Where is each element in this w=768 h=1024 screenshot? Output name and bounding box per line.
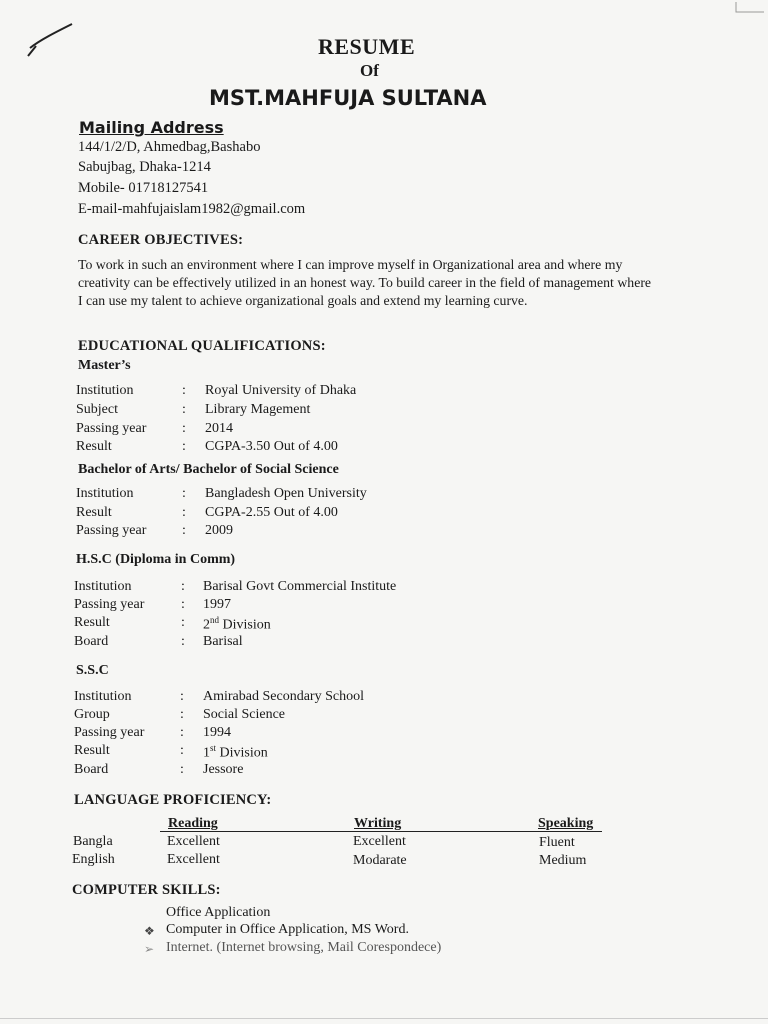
kv-colon: : xyxy=(182,383,186,398)
kv-value: CGPA-3.50 Out of 4.00 xyxy=(205,439,338,454)
hsc-title: H.S.C (Diploma in Comm) xyxy=(76,552,236,567)
career-objectives-heading: CAREER OBJECTIVES: xyxy=(78,232,244,248)
kv-label: Institution xyxy=(74,689,132,704)
mobile-line: Mobile- 01718127541 xyxy=(78,180,209,196)
reading-level: Excellent xyxy=(167,834,220,849)
kv-colon: : xyxy=(181,597,185,612)
pen-stroke-mark xyxy=(26,20,76,60)
kv-label: Board xyxy=(74,762,109,777)
speaking-level: Medium xyxy=(539,853,587,868)
ordinal-number: 1 xyxy=(203,745,210,761)
kv-value: CGPA-2.55 Out of 4.00 xyxy=(205,505,338,520)
kv-label: Result xyxy=(74,615,110,630)
mailing-address-heading: Mailing Address xyxy=(79,118,224,137)
kv-label: Result xyxy=(76,439,112,454)
page-bottom-edge xyxy=(0,1018,768,1019)
kv-label: Institution xyxy=(74,579,132,594)
kv-value: Bangladesh Open University xyxy=(205,486,367,501)
diamond-bullet-icon: ❖ xyxy=(144,924,155,938)
kv-label: Passing year xyxy=(74,597,145,612)
skill-item: Computer in Office Application, MS Word. xyxy=(166,922,409,937)
writing-level: Excellent xyxy=(353,834,406,849)
language-name: Bangla xyxy=(73,834,113,849)
kv-colon: : xyxy=(180,725,184,740)
kv-label: Board xyxy=(74,634,109,649)
kv-colon: : xyxy=(181,634,185,649)
arrow-bullet-icon: ➢ xyxy=(144,942,155,956)
kv-value: Barisal xyxy=(203,634,243,649)
column-header-speaking: Speaking xyxy=(538,816,594,831)
kv-value: Amirabad Secondary School xyxy=(203,689,364,704)
language-name: English xyxy=(72,852,115,867)
kv-value-ordinal xyxy=(203,615,271,634)
language-heading: LANGUAGE PROFICIENCY: xyxy=(74,792,272,808)
kv-value-ordinal xyxy=(203,743,268,762)
kv-value: Library Magement xyxy=(205,402,311,417)
kv-colon: : xyxy=(182,402,186,417)
resume-title: RESUME xyxy=(318,34,416,59)
kv-value: 2009 xyxy=(205,523,233,538)
header-divider xyxy=(160,831,602,832)
kv-colon: : xyxy=(182,421,186,436)
kv-colon: : xyxy=(180,762,184,777)
kv-label: Passing year xyxy=(76,421,147,436)
page-corner-mark xyxy=(730,0,768,20)
career-objectives-text: To work in such an environment where I can improve myself in Organizational area and where my creativity can be effectively utilized in an honest way. To build career in the field of management where I can use my talent to achieve organizational goals and extend my learning curve. xyxy=(78,257,652,308)
masters-title: Master’s xyxy=(78,358,131,373)
ordinal-suffix: nd xyxy=(210,615,219,625)
email-line: E-mail-mahfujaislam1982@gmail.com xyxy=(78,201,306,217)
kv-colon: : xyxy=(180,743,184,758)
kv-label: Passing year xyxy=(76,523,147,538)
kv-value: Jessore xyxy=(203,762,244,777)
computer-skills-heading: COMPUTER SKILLS: xyxy=(72,882,221,898)
skill-item: Office Application xyxy=(166,905,271,920)
kv-colon: : xyxy=(180,707,184,722)
kv-label: Subject xyxy=(76,402,118,417)
candidate-name: MST.MAHFUJA SULTANA xyxy=(209,86,487,110)
kv-label: Passing year xyxy=(74,725,145,740)
kv-colon: : xyxy=(181,579,185,594)
skill-item: Internet. (Internet browsing, Mail Corespondece) xyxy=(166,940,442,955)
kv-value: Social Science xyxy=(203,707,286,722)
reading-level: Excellent xyxy=(167,852,220,867)
kv-value: Royal University of Dhaka xyxy=(205,383,357,398)
kv-label: Group xyxy=(74,707,110,722)
column-header-reading: Reading xyxy=(168,816,218,831)
kv-value: Barisal Govt Commercial Institute xyxy=(203,579,397,594)
division-text: Division xyxy=(222,617,271,633)
kv-colon: : xyxy=(182,523,186,538)
writing-level: Modarate xyxy=(353,853,407,868)
kv-label: Result xyxy=(74,743,110,758)
speaking-level: Fluent xyxy=(539,835,575,850)
bachelor-title: Bachelor of Arts/ Bachelor of Social Science xyxy=(78,462,339,477)
resume-of: Of xyxy=(360,61,379,80)
kv-colon: : xyxy=(182,486,186,501)
kv-colon: : xyxy=(182,505,186,520)
division-text: Division xyxy=(219,745,268,761)
kv-label: Institution xyxy=(76,486,134,501)
address-line-2: Sabujbag, Dhaka-1214 xyxy=(78,159,211,175)
column-header-writing: Writing xyxy=(354,816,402,831)
kv-colon: : xyxy=(181,615,185,630)
address-line-1: 144/1/2/D, Ahmedbag,Bashabo xyxy=(78,139,261,155)
kv-colon: : xyxy=(182,439,186,454)
kv-value: 1997 xyxy=(203,597,231,612)
kv-colon: : xyxy=(180,689,184,704)
education-heading: EDUCATIONAL QUALIFICATIONS: xyxy=(78,338,326,354)
kv-value: 2014 xyxy=(205,421,233,436)
ssc-title: S.S.C xyxy=(76,663,109,678)
kv-label: Institution xyxy=(76,383,134,398)
ordinal-suffix: st xyxy=(210,743,217,753)
kv-value: 1994 xyxy=(203,725,231,740)
ordinal-number: 2 xyxy=(203,617,210,633)
kv-label: Result xyxy=(76,505,112,520)
